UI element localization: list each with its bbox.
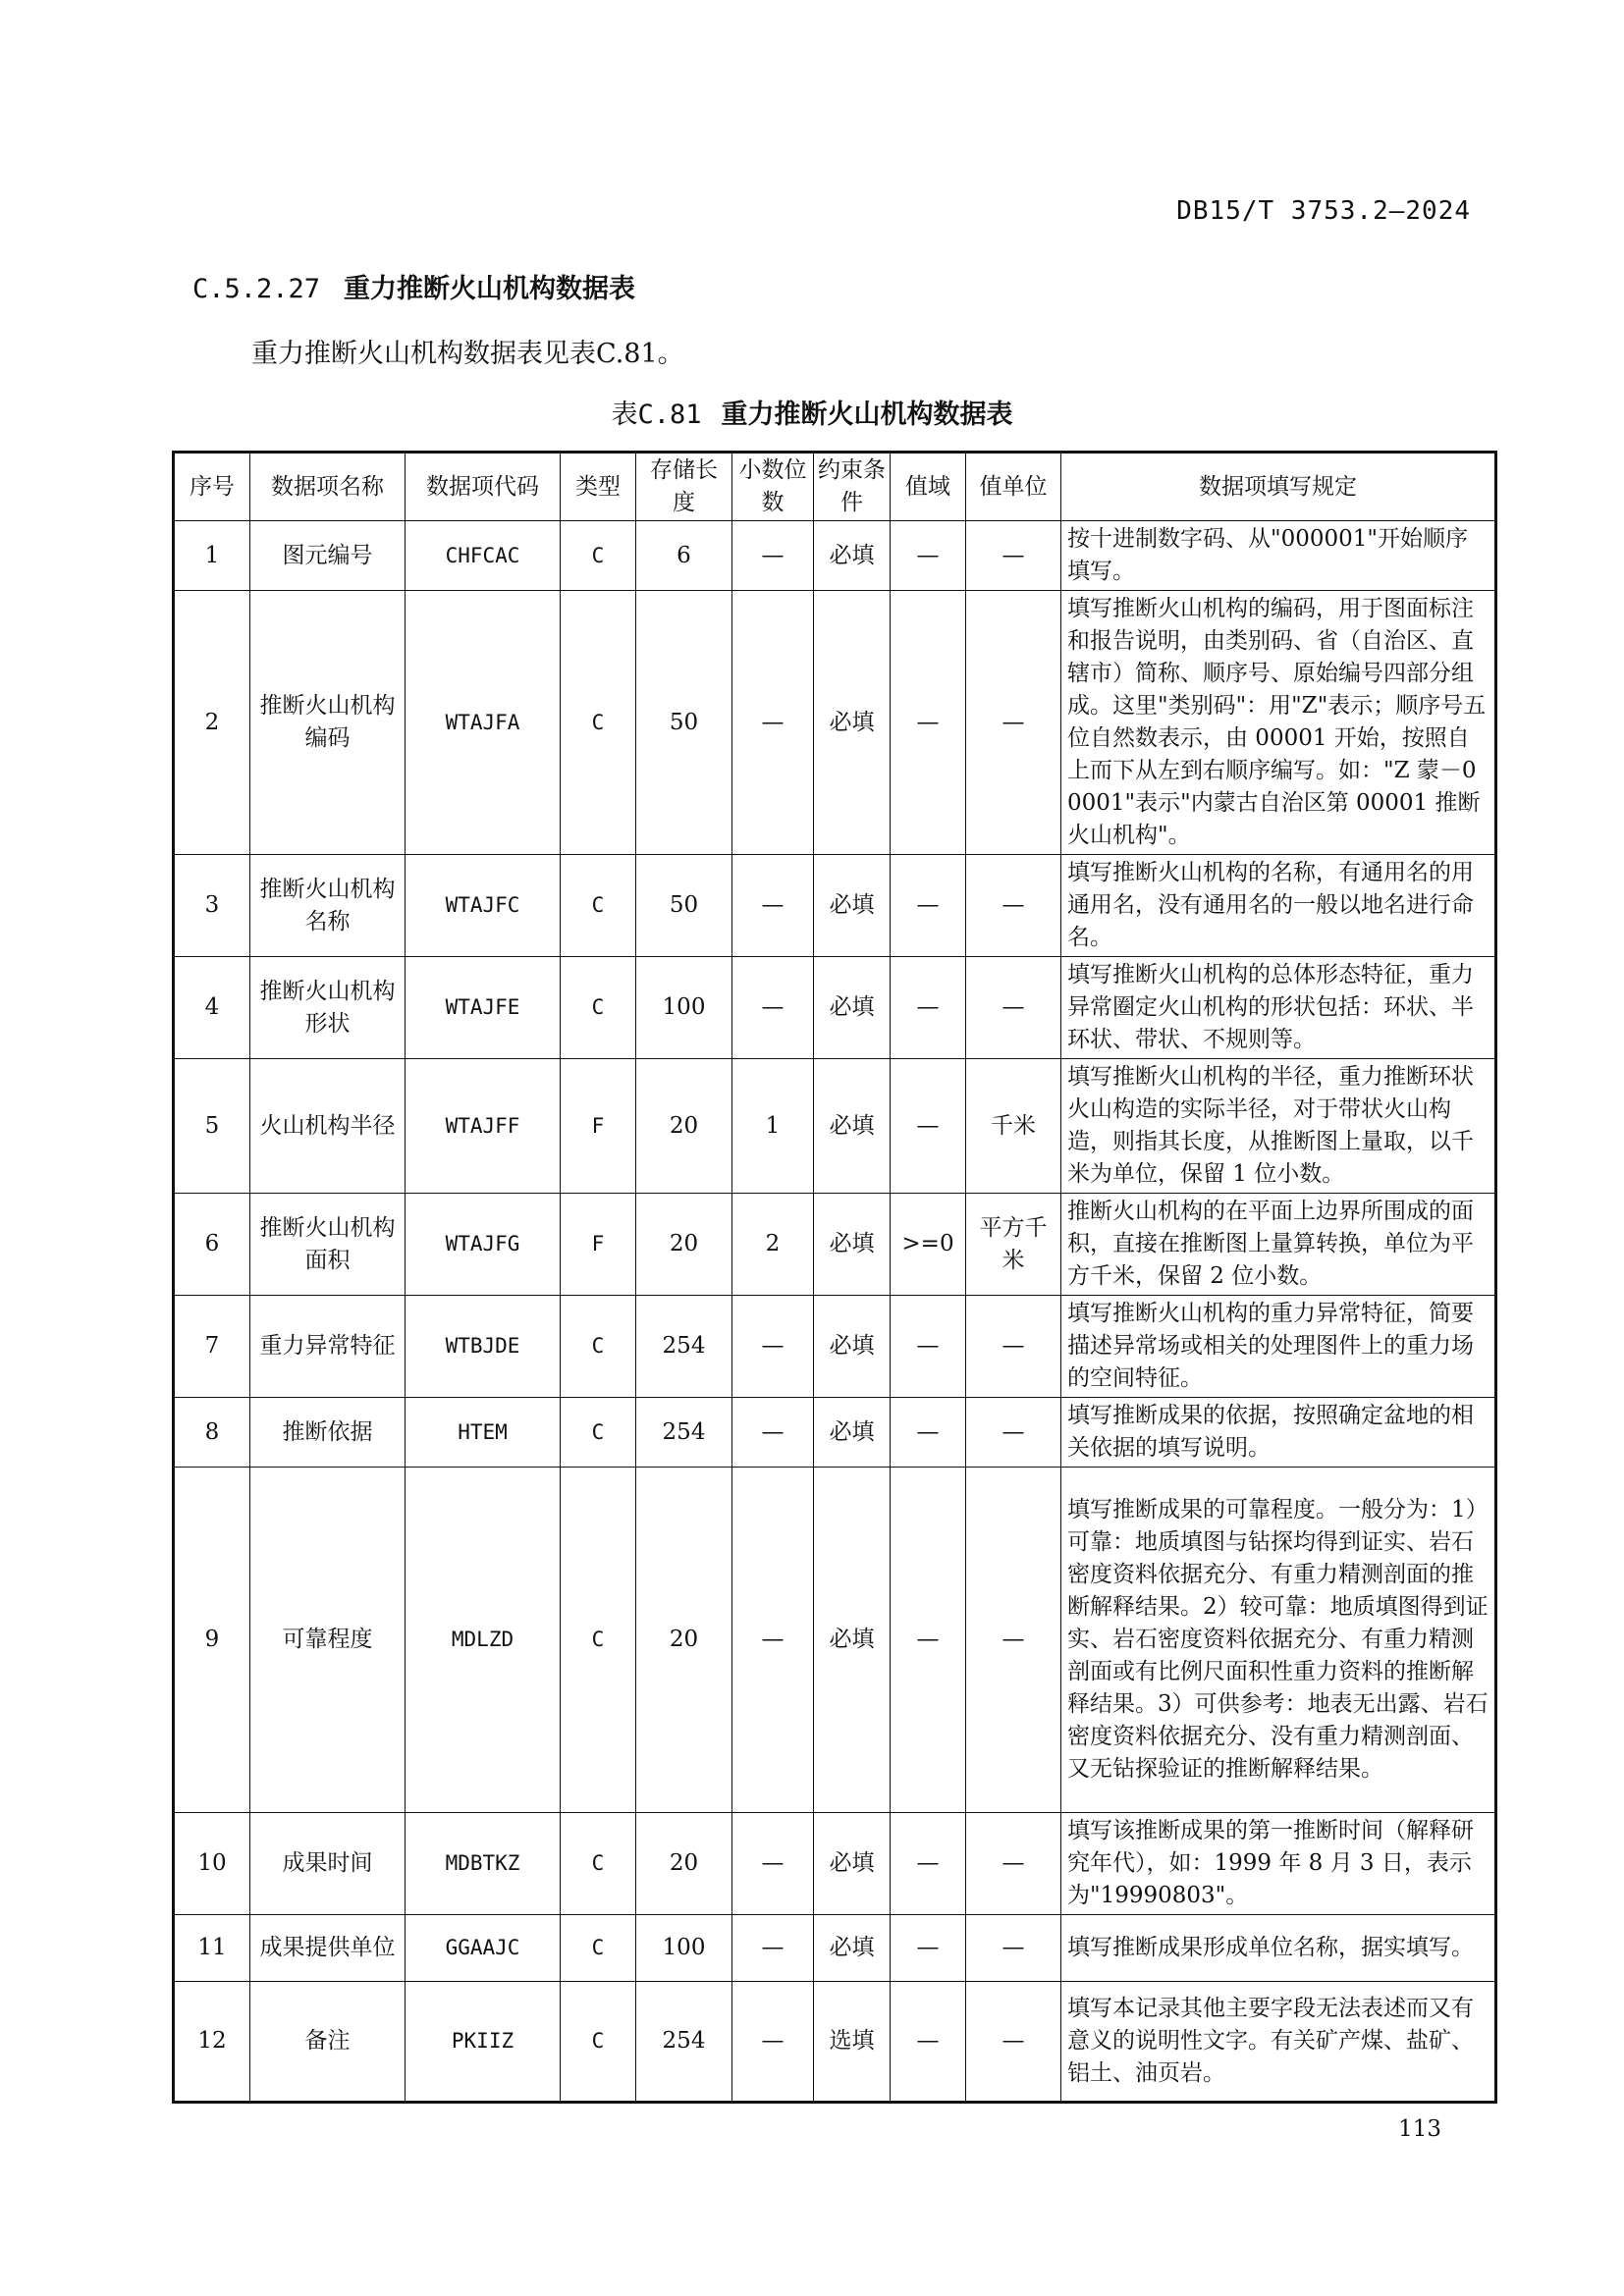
table-row xyxy=(174,1915,1496,1982)
name-cell: 图元编号 xyxy=(250,521,406,591)
column-header: 数据项代码 xyxy=(406,453,561,521)
domain-cell: — xyxy=(891,1398,966,1468)
data-table xyxy=(172,451,1497,2104)
code-cell: WTAJFF xyxy=(406,1059,561,1194)
seq-cell: 11 xyxy=(174,1915,250,1982)
length-cell: 20 xyxy=(636,1813,732,1915)
rule-cell: 填写推断成果的依据，按照确定盆地的相关依据的填写说明。 xyxy=(1061,1398,1496,1468)
constraint-cell: 必填 xyxy=(814,1915,891,1982)
domain-cell: — xyxy=(891,1468,966,1813)
section-number: C.5.2.27 xyxy=(192,274,321,304)
rule-cell: 填写推断火山机构的重力异常特征，简要描述异常场或相关的处理图件上的重力场的空间特征。 xyxy=(1061,1296,1496,1398)
domain-cell: — xyxy=(891,1296,966,1398)
table-number: 表C.81 xyxy=(611,400,702,430)
seq-cell: 6 xyxy=(174,1194,250,1296)
domain-cell: — xyxy=(891,521,966,591)
domain-cell: >=0 xyxy=(891,1194,966,1296)
domain-cell: — xyxy=(891,591,966,855)
code-cell: CHFCAC xyxy=(406,521,561,591)
seq-cell: 4 xyxy=(174,957,250,1059)
name-cell: 备注 xyxy=(250,1982,406,2103)
rule-cell: 填写推断火山机构的半径，重力推断环状火山构造的实际半径，对于带状火山构造，则指其长度，从推断图上量取，以千米为单位，保留 1 位小数。 xyxy=(1061,1059,1496,1194)
rule-cell: 填写推断火山机构的名称，有通用名的用通用名，没有通用名的一般以地名进行命名。 xyxy=(1061,855,1496,957)
rule-cell: 推断火山机构的在平面上边界所围成的面积，直接在推断图上量算转换，单位为平方千米，保留 2 位小数。 xyxy=(1061,1194,1496,1296)
code-cell: WTAJFG xyxy=(406,1194,561,1296)
domain-cell: — xyxy=(891,855,966,957)
decimals-cell: — xyxy=(732,957,814,1059)
seq-cell: 2 xyxy=(174,591,250,855)
constraint-cell: 必填 xyxy=(814,1194,891,1296)
table-caption xyxy=(0,393,1624,431)
length-cell: 254 xyxy=(636,1296,732,1398)
unit-cell: — xyxy=(966,1982,1061,2103)
decimals-cell: — xyxy=(732,1468,814,1813)
code-cell: HTEM xyxy=(406,1398,561,1468)
length-cell: 254 xyxy=(636,1398,732,1468)
type-cell: C xyxy=(561,1982,636,2103)
column-header: 约束条件 xyxy=(814,453,891,521)
table-row xyxy=(174,1059,1496,1194)
domain-cell: — xyxy=(891,1982,966,2103)
name-cell: 推断火山机构编码 xyxy=(250,591,406,855)
column-header: 值域 xyxy=(891,453,966,521)
decimals-cell: — xyxy=(732,591,814,855)
seq-cell: 9 xyxy=(174,1468,250,1813)
rule-cell: 按十进制数字码、从"000001"开始顺序填写。 xyxy=(1061,521,1496,591)
table-row xyxy=(174,855,1496,957)
column-header: 数据项名称 xyxy=(250,453,406,521)
table-title: 重力推断火山机构数据表 xyxy=(721,400,1013,430)
decimals-cell: — xyxy=(732,521,814,591)
constraint-cell: 必填 xyxy=(814,1813,891,1915)
code-cell: PKIIZ xyxy=(406,1982,561,2103)
unit-cell: — xyxy=(966,957,1061,1059)
name-cell: 推断火山机构面积 xyxy=(250,1194,406,1296)
code-cell: GGAAJC xyxy=(406,1915,561,1982)
type-cell: C xyxy=(561,591,636,855)
unit-cell: 平方千米 xyxy=(966,1194,1061,1296)
column-header: 存储长度 xyxy=(636,453,732,521)
decimals-cell: — xyxy=(732,1915,814,1982)
type-cell: C xyxy=(561,521,636,591)
constraint-cell: 必填 xyxy=(814,1398,891,1468)
unit-cell: — xyxy=(966,855,1061,957)
length-cell: 20 xyxy=(636,1194,732,1296)
type-cell: F xyxy=(561,1059,636,1194)
decimals-cell: 1 xyxy=(732,1059,814,1194)
length-cell: 20 xyxy=(636,1059,732,1194)
name-cell: 推断依据 xyxy=(250,1398,406,1468)
table-row xyxy=(174,591,1496,855)
length-cell: 50 xyxy=(636,855,732,957)
unit-cell: — xyxy=(966,1468,1061,1813)
unit-cell: — xyxy=(966,1915,1061,1982)
column-header: 值单位 xyxy=(966,453,1061,521)
section-title: 重力推断火山机构数据表 xyxy=(344,274,636,304)
type-cell: C xyxy=(561,1296,636,1398)
length-cell: 100 xyxy=(636,1915,732,1982)
decimals-cell: — xyxy=(732,1813,814,1915)
decimals-cell: — xyxy=(732,1982,814,2103)
rule-cell: 填写推断火山机构的总体形态特征，重力异常圈定火山机构的形状包括：环状、半环状、带状、不规则等。 xyxy=(1061,957,1496,1059)
name-cell: 推断火山机构形状 xyxy=(250,957,406,1059)
page-number: 113 xyxy=(1398,2116,1441,2142)
decimals-cell: — xyxy=(732,855,814,957)
table-header-row xyxy=(174,453,1496,521)
unit-cell: 千米 xyxy=(966,1059,1061,1194)
table-row xyxy=(174,1982,1496,2103)
column-header: 类型 xyxy=(561,453,636,521)
domain-cell: — xyxy=(891,1059,966,1194)
code-cell: MDLZD xyxy=(406,1468,561,1813)
table-row xyxy=(174,1468,1496,1813)
domain-cell: — xyxy=(891,1915,966,1982)
code-cell: WTAJFA xyxy=(406,591,561,855)
rule-cell: 填写本记录其他主要字段无法表述而又有意义的说明性文字。有关矿产煤、盐矿、铝土、油页岩。 xyxy=(1061,1982,1496,2103)
domain-cell: — xyxy=(891,957,966,1059)
rule-cell: 填写推断成果形成单位名称，据实填写。 xyxy=(1061,1915,1496,1982)
decimals-cell: — xyxy=(732,1398,814,1468)
decimals-cell: 2 xyxy=(732,1194,814,1296)
constraint-cell: 必填 xyxy=(814,591,891,855)
code-cell: MDBTKZ xyxy=(406,1813,561,1915)
column-header: 数据项填写规定 xyxy=(1061,453,1496,521)
constraint-cell: 必填 xyxy=(814,957,891,1059)
name-cell: 推断火山机构名称 xyxy=(250,855,406,957)
length-cell: 254 xyxy=(636,1982,732,2103)
constraint-cell: 必填 xyxy=(814,855,891,957)
unit-cell: — xyxy=(966,1398,1061,1468)
seq-cell: 5 xyxy=(174,1059,250,1194)
unit-cell: — xyxy=(966,1813,1061,1915)
column-header: 小数位数 xyxy=(732,453,814,521)
length-cell: 100 xyxy=(636,957,732,1059)
type-cell: C xyxy=(561,1468,636,1813)
table-row xyxy=(174,1813,1496,1915)
table-row xyxy=(174,1398,1496,1468)
table-row xyxy=(174,957,1496,1059)
intro-paragraph: 重力推断火山机构数据表见表C.81。 xyxy=(251,339,684,369)
table-row xyxy=(174,1296,1496,1398)
name-cell: 火山机构半径 xyxy=(250,1059,406,1194)
unit-cell: — xyxy=(966,591,1061,855)
type-cell: C xyxy=(561,855,636,957)
type-cell: C xyxy=(561,1915,636,1982)
code-cell: WTAJFC xyxy=(406,855,561,957)
code-cell: WTBJDE xyxy=(406,1296,561,1398)
table-row xyxy=(174,1194,1496,1296)
decimals-cell: — xyxy=(732,1296,814,1398)
document-code: DB15/T 3753.2—2024 xyxy=(1176,196,1471,226)
table-row xyxy=(174,521,1496,591)
name-cell: 可靠程度 xyxy=(250,1468,406,1813)
type-cell: F xyxy=(561,1194,636,1296)
unit-cell: — xyxy=(966,521,1061,591)
name-cell: 成果时间 xyxy=(250,1813,406,1915)
length-cell: 6 xyxy=(636,521,732,591)
code-cell: WTAJFE xyxy=(406,957,561,1059)
seq-cell: 10 xyxy=(174,1813,250,1915)
constraint-cell: 必填 xyxy=(814,1468,891,1813)
type-cell: C xyxy=(561,957,636,1059)
seq-cell: 8 xyxy=(174,1398,250,1468)
constraint-cell: 必填 xyxy=(814,1296,891,1398)
length-cell: 20 xyxy=(636,1468,732,1813)
section-heading xyxy=(192,267,635,305)
seq-cell: 1 xyxy=(174,521,250,591)
seq-cell: 7 xyxy=(174,1296,250,1398)
seq-cell: 3 xyxy=(174,855,250,957)
unit-cell: — xyxy=(966,1296,1061,1398)
name-cell: 重力异常特征 xyxy=(250,1296,406,1398)
type-cell: C xyxy=(561,1398,636,1468)
rule-cell: 填写推断火山机构的编码，用于图面标注和报告说明，由类别码、省（自治区、直辖市）简称、顺序号、原始编号四部分组成。这里"类别码"：用"Z"表示；顺序号五位自然数表示，由 00001 开始，按照自上而下从左到右顺序编写。如："Z 蒙－00001"表示"内蒙古自治区第 00001 推断火山机构"。 xyxy=(1061,591,1496,855)
constraint-cell: 必填 xyxy=(814,1059,891,1194)
constraint-cell: 选填 xyxy=(814,1982,891,2103)
name-cell: 成果提供单位 xyxy=(250,1915,406,1982)
domain-cell: — xyxy=(891,1813,966,1915)
type-cell: C xyxy=(561,1813,636,1915)
length-cell: 50 xyxy=(636,591,732,855)
seq-cell: 12 xyxy=(174,1982,250,2103)
rule-cell: 填写推断成果的可靠程度。一般分为：1）可靠：地质填图与钻探均得到证实、岩石密度资料依据充分、有重力精测剖面的推断解释结果。2）较可靠：地质填图得到证实、岩石密度资料依据充分、有重力精测剖面或有比例尺面积性重力资料的推断解释结果。3）可供参考：地表无出露、岩石密度资料依据充分、没有重力精测剖面、又无钻探验证的推断解释结果。 xyxy=(1061,1468,1496,1813)
column-header: 序号 xyxy=(174,453,250,521)
constraint-cell: 必填 xyxy=(814,521,891,591)
rule-cell: 填写该推断成果的第一推断时间（解释研究年代），如：1999 年 8 月 3 日，表示为"19990803"。 xyxy=(1061,1813,1496,1915)
